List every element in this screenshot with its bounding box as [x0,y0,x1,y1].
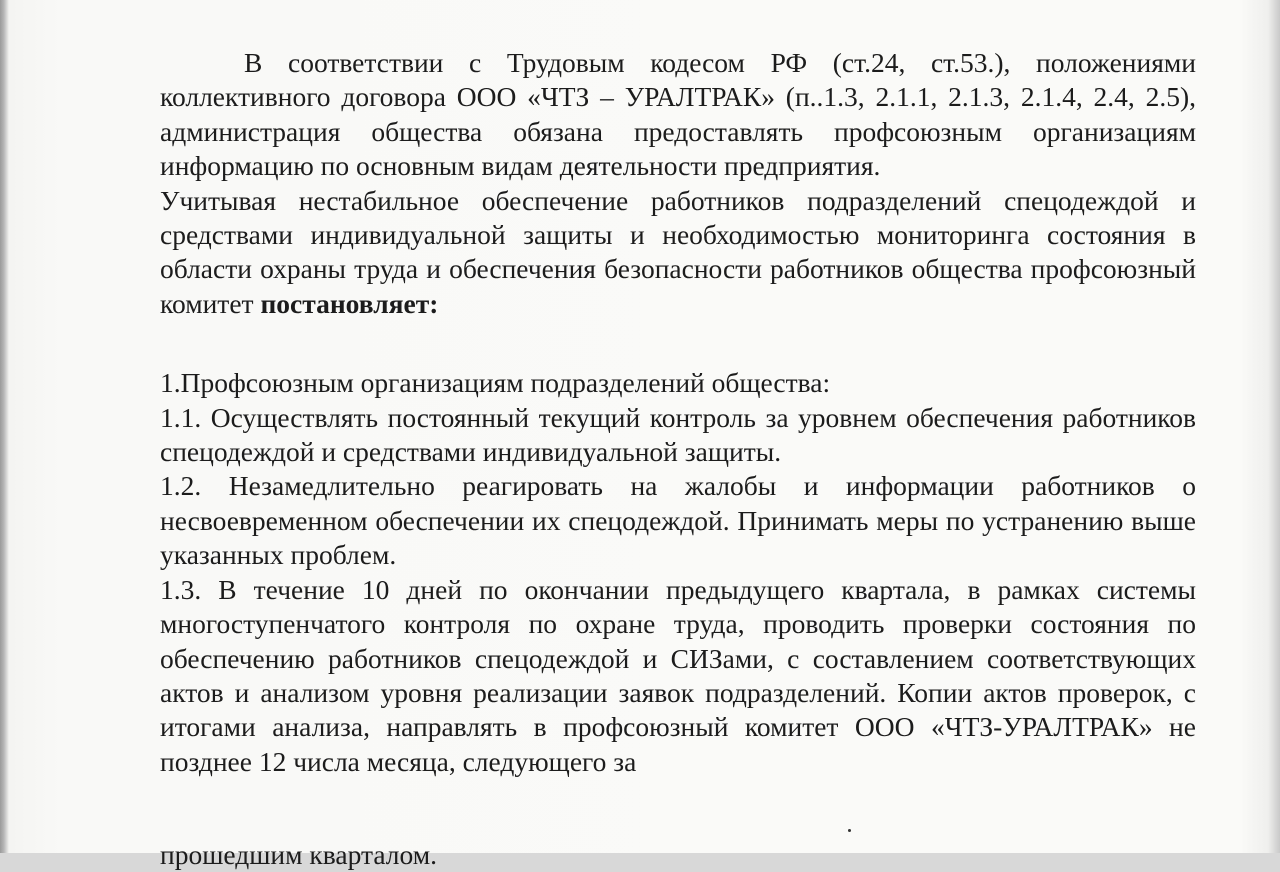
scan-speck [848,829,851,832]
item-1-2: 1.2. Незамедлительно реагировать на жалобы и информации работников о несвоевременном обеспечении их спецодеждой. Принимать меры по устранению выше указанных проблем. [160,470,1196,571]
item-1-3: 1.3. В течение 10 дней по окончании предыдущего квартала, в рамках системы многоступенчатого контроля по охране труда, проводить проверки состояния по обеспечению работников спецодеждой и СИЗами, с составлением соответствующих актов и анализом уровня реализации заявок подразделений. Копии актов проверок, с итогами анализа, направлять в профсоюзный комитет ООО «ЧТЗ-УРАЛТРАК» не позднее 12 числа месяца, следующего за [160,573,1196,777]
intro-paragraph-resolution [160,184,1196,322]
item-1-1: 1.1. Осуществлять постоянный текущий контроль за уровнем обеспечения работников спецодеждой и средствами индивидуальной защиты. [160,401,1196,468]
item-1-heading: 1.Профсоюзным организациям подразделений общества: [160,367,831,399]
paragraph-spacer [160,321,1196,366]
resolution-text: Учитывая нестабильное обеспечение работников подразделений спецодеждой и средствами индивидуальной защиты и необходимостью мониторинга состояния в области охраны труда и обеспечения безопасности работников общества профсоюзный комитет [160,184,1196,319]
document-body [160,46,1196,779]
resolution-keyword: постановляет: [260,287,439,319]
cut-off-next-line: прошедшим кварталом. [160,839,438,870]
intro-paragraph-legal-basis: В соответствии с Трудовым кодесом РФ (ст.24, ст.53.), положениями коллективного договора ООО «ЧТЗ – УРАЛТРАК» (п..1.3, 2.1.1, 2.1.3, 2.1.4, 2.4, 2.5), администрация общества обязана предоставлять профсоюзным организациям информацию по основным видам деятельности предприятия. [160,47,1196,182]
